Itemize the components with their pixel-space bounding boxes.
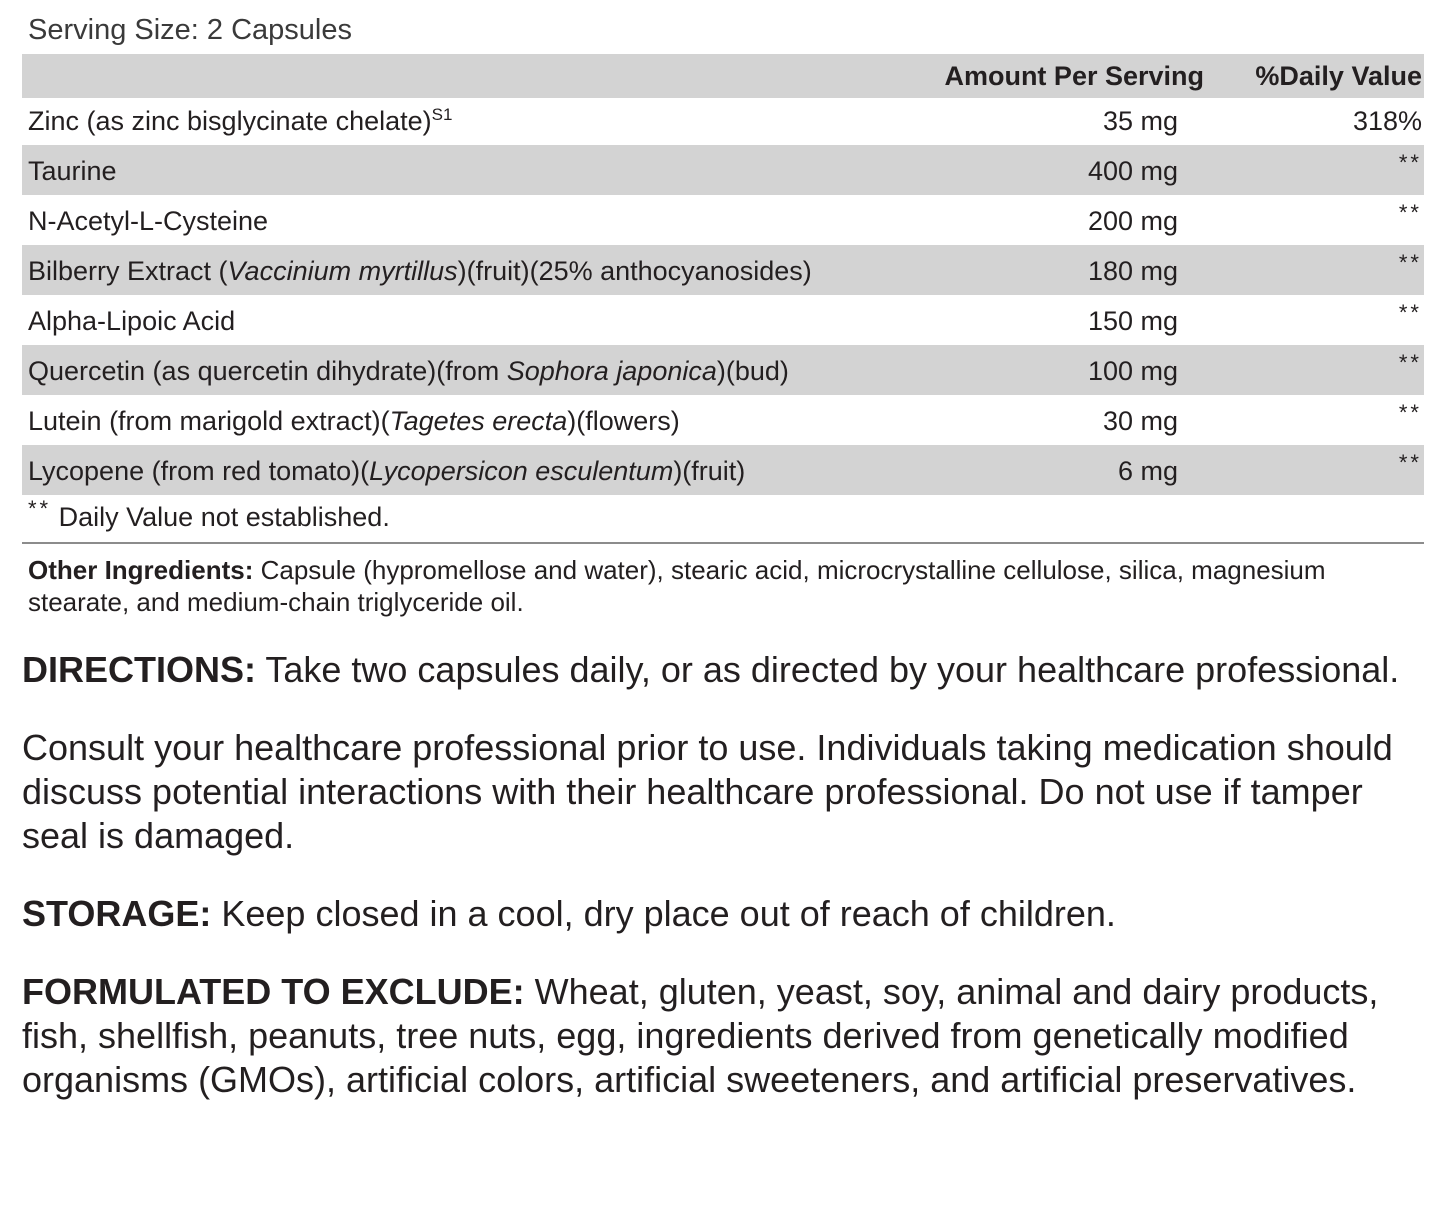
nutrient-name: Alpha-Lipoic Acid xyxy=(28,306,236,336)
column-header-amount-per-serving: Amount Per Serving xyxy=(944,61,1204,91)
table-row xyxy=(22,98,1424,145)
nutrient-name xyxy=(22,345,920,395)
nutrient-amount: 180 mg xyxy=(1087,256,1178,286)
table-row xyxy=(22,145,1424,195)
nutrient-name-text: Quercetin (as quercetin dihydrate)(from xyxy=(28,356,507,386)
nutrient-name-suffix: )(fruit) xyxy=(673,456,746,486)
nutrient-name xyxy=(22,245,920,295)
daily-value-stars: ** xyxy=(1398,300,1422,325)
nutrient-daily-value xyxy=(1210,395,1424,445)
storage-text: Keep closed in a cool, dry place out of reach of children. xyxy=(211,893,1116,934)
footnote-text: Daily Value not established. xyxy=(51,502,390,532)
daily-value-stars: ** xyxy=(1398,150,1422,175)
nutrient-name-text: Lutein (from marigold extract)( xyxy=(28,406,390,436)
daily-value-stars: ** xyxy=(1398,400,1422,425)
nutrient-name-latin: Sophora japonica xyxy=(506,356,717,386)
table-row xyxy=(22,395,1424,445)
nutrient-name-text: Zinc (as zinc bisglycinate chelate) xyxy=(28,106,432,136)
daily-value-footnote xyxy=(22,495,1424,544)
nutrient-amount: 35 mg xyxy=(1102,106,1178,136)
nutrient-name: Taurine xyxy=(28,156,117,186)
nutrient-amount: 150 mg xyxy=(1087,306,1178,336)
nutrient-superscript: S1 xyxy=(431,105,453,124)
other-ingredients xyxy=(22,544,1424,618)
nutrient-amount: 400 mg xyxy=(1087,156,1178,186)
nutrient-daily-value xyxy=(1210,345,1424,395)
nutrient-name-latin: Lycopersicon esculentum xyxy=(369,456,674,486)
other-ingredients-label: Other Ingredients: xyxy=(28,555,254,585)
table-row xyxy=(22,295,1424,345)
nutrient-name-latin: Tagetes erecta xyxy=(389,406,568,436)
daily-value-stars: ** xyxy=(1398,350,1422,375)
directions-paragraph xyxy=(22,648,1424,692)
storage-paragraph xyxy=(22,892,1424,936)
table-row xyxy=(22,345,1424,395)
table-header-row xyxy=(22,54,1424,98)
nutrient-name-text: Bilberry Extract ( xyxy=(28,256,228,286)
footnote-stars: ** xyxy=(28,496,52,521)
instructions-section xyxy=(22,618,1424,1102)
nutrient-name xyxy=(22,445,920,495)
nutrient-name-text: Lycopene (from red tomato)( xyxy=(28,456,370,486)
column-header-nutrient xyxy=(22,54,920,98)
nutrient-name-suffix: )(fruit)(25% anthocyanosides) xyxy=(457,256,812,286)
nutrient-amount: 200 mg xyxy=(1087,206,1178,236)
serving-size-line: Serving Size: 2 Capsules xyxy=(28,14,352,46)
nutrient-name xyxy=(22,98,920,145)
formulated-to-exclude-paragraph xyxy=(22,970,1424,1102)
directions-text: Take two capsules daily, or as directed by your healthcare professional. xyxy=(256,649,1400,690)
other-ingredients-text: Capsule (hypromellose and water), stearic acid, microcrystalline cellulose, silica, magnesium stearate, and medium-chain triglyceride oil. xyxy=(28,555,1326,617)
daily-value-stars: ** xyxy=(1398,450,1422,475)
nutrient-amount: 6 mg xyxy=(1117,456,1178,486)
formulated-to-exclude-text: Wheat, gluten, yeast, soy, animal and dairy products, fish, shellfish, peanuts, tree nuts, egg, ingredients derived from genetically modified organisms (GMOs), artificial colors, artificial sweeteners, and artificial preservatives. xyxy=(22,971,1379,1100)
nutrient-name xyxy=(22,395,920,445)
table-row xyxy=(22,245,1424,295)
nutrient-amount: 30 mg xyxy=(1102,406,1178,436)
daily-value-stars: ** xyxy=(1398,200,1422,225)
nutrient-daily-value xyxy=(1210,245,1424,295)
nutrient-name: N-Acetyl-L-Cysteine xyxy=(28,206,269,236)
nutrient-daily-value xyxy=(1210,145,1424,195)
nutrient-name-suffix: )(bud) xyxy=(716,356,789,386)
consult-paragraph: Consult your healthcare professional prior to use. Individuals taking medication should discuss potential interactions with their healthcare professional. Do not use if tamper seal is damaged. xyxy=(22,727,1393,856)
table-row xyxy=(22,195,1424,245)
nutrient-name-latin: Vaccinium myrtillus xyxy=(227,256,458,286)
daily-value-stars: ** xyxy=(1398,250,1422,275)
directions-label: DIRECTIONS: xyxy=(22,649,256,690)
table-row xyxy=(22,445,1424,495)
nutrient-daily-value xyxy=(1210,195,1424,245)
nutrient-daily-value xyxy=(1210,445,1424,495)
supplement-facts-table xyxy=(22,54,1424,495)
nutrient-amount: 100 mg xyxy=(1087,356,1178,386)
nutrient-name-suffix: )(flowers) xyxy=(567,406,680,436)
nutrient-daily-value xyxy=(1210,295,1424,345)
nutrient-daily-value: 318% xyxy=(1352,106,1422,136)
formulated-to-exclude-label: FORMULATED TO EXCLUDE: xyxy=(22,971,525,1012)
column-header-daily-value: %Daily Value xyxy=(1255,61,1422,91)
storage-label: STORAGE: xyxy=(22,893,212,934)
